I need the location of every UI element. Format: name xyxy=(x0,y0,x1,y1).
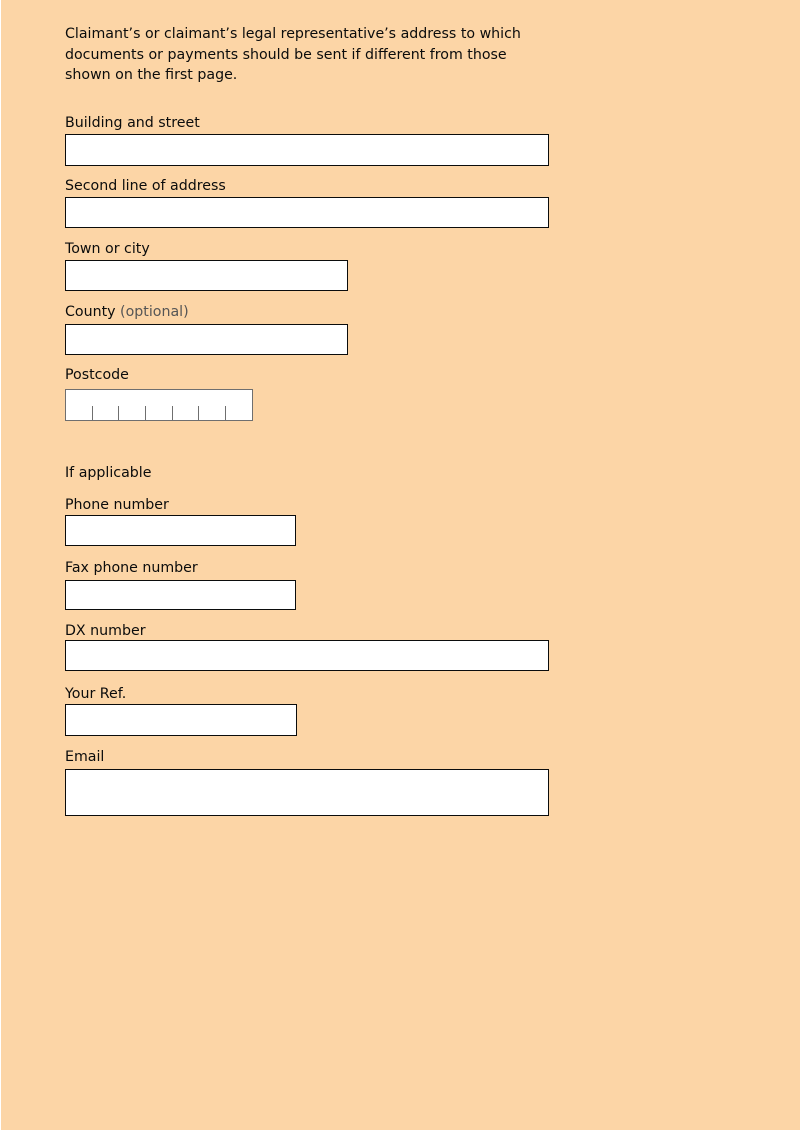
if-applicable-label: If applicable xyxy=(65,465,152,481)
form-page xyxy=(1,0,800,1130)
county-input[interactable] xyxy=(65,324,348,355)
postcode-divider xyxy=(198,406,199,420)
fax-input[interactable] xyxy=(65,580,296,610)
optional-hint: (optional) xyxy=(120,304,189,320)
county-label-text: County xyxy=(65,304,116,320)
dx-label: DX number xyxy=(65,623,146,639)
ref-label: Your Ref. xyxy=(65,686,127,702)
phone-label: Phone number xyxy=(65,497,169,513)
town-label: Town or city xyxy=(65,241,150,257)
second-line-label: Second line of address xyxy=(65,178,226,194)
postcode-divider xyxy=(172,406,173,420)
postcode-label: Postcode xyxy=(65,367,129,383)
phone-input[interactable] xyxy=(65,515,296,546)
town-input[interactable] xyxy=(65,260,348,291)
building-street-input[interactable] xyxy=(65,134,549,166)
dx-input[interactable] xyxy=(65,640,549,671)
email-input[interactable] xyxy=(65,769,549,816)
postcode-divider xyxy=(118,406,119,420)
fax-label: Fax phone number xyxy=(65,560,198,576)
email-label: Email xyxy=(65,749,105,765)
county-label xyxy=(65,303,189,321)
intro-text: Claimant’s or claimant’s legal representative’s address to which documents or payments should be sent if different from those shown on the first page. xyxy=(65,26,521,83)
ref-input[interactable] xyxy=(65,704,297,736)
postcode-divider xyxy=(225,406,226,420)
second-line-input[interactable] xyxy=(65,197,549,228)
postcode-divider xyxy=(145,406,146,420)
postcode-input[interactable] xyxy=(65,389,253,421)
building-street-label: Building and street xyxy=(65,115,200,131)
postcode-divider xyxy=(92,406,93,420)
